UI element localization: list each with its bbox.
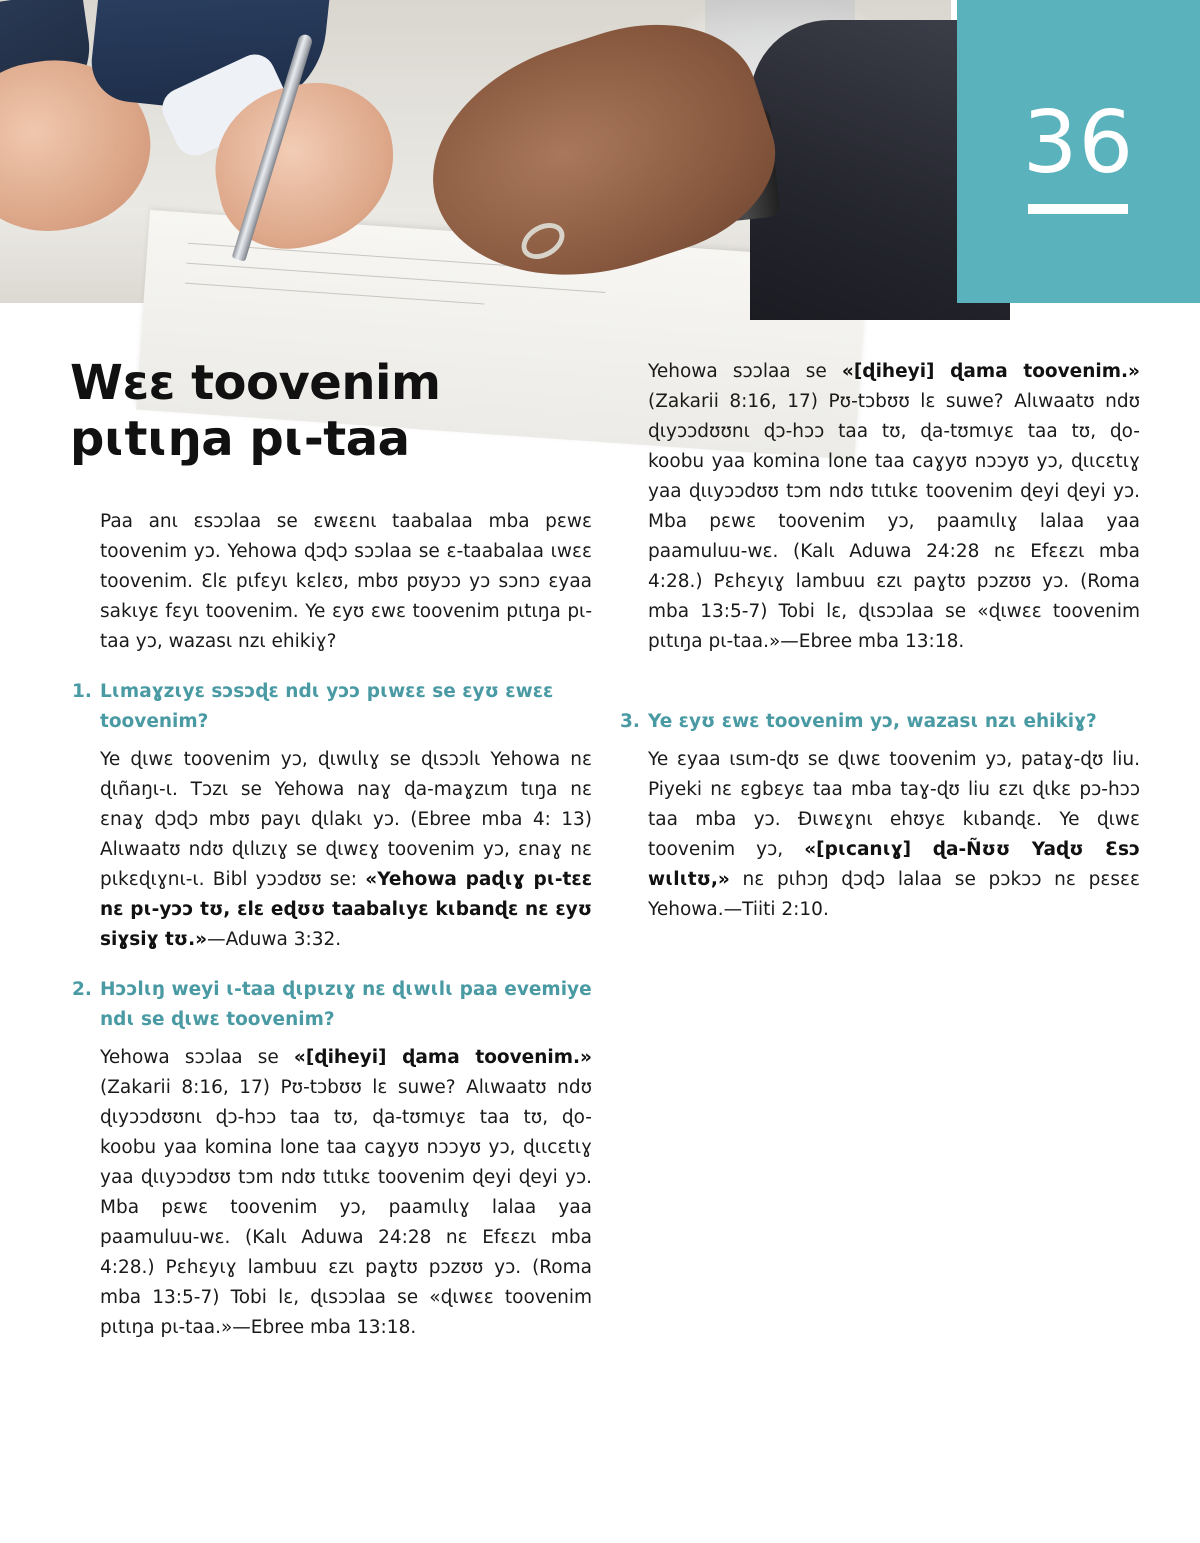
question-1 bbox=[72, 677, 592, 737]
answer-2 bbox=[72, 1043, 592, 1338]
lesson-number: 36 bbox=[1022, 93, 1135, 193]
lesson-number-underline bbox=[1028, 204, 1128, 214]
scripture-quote: «[ɖiheyi] ɖama toovenim.» bbox=[841, 361, 1140, 382]
question-text: Lɩmaɣzɩyɛ sɔsɔɖɛ ndɩ yɔɔ pɩwɛɛ se ɛyʊ ɛwɛɛ toovenim? bbox=[100, 681, 554, 732]
answer-1 bbox=[72, 745, 592, 955]
column-left bbox=[72, 507, 592, 1338]
answer-text-continued: (Zakarii 8:16, 17) Pʊ-tɔbʊʊ lɛ suwe? Alɩwaatʊ ndʊ ɖɩyɔɔdʊʊnɩ ɖɔ-hɔɔ taa tʊ, ɖa-tʊmɩyɛ taa tʊ, ɖo-koobu yaa komina lone taa caɣyʊ nɔɔyʊ yɔ, ɖɩɩcɛtɩɣ yaa ɖɩɩyɔɔdʊʊ tɔm ndʊ tɩtɩkɛ toovenim ɖeyi ɖeyi yɔ. Mba pɛwɛ toovenim yɔ, paamɩlɩɣ lalaa yaa paamuluu-wɛ. (Kalɩ Aduwa 24:28 nɛ Efɛɛzɩ mba 4:28.) Pɛhɛyɩɣ lambuu ɛzɩ paɣtʊ pɔzʊʊ yɔ. (Roma mba 13:5-7) Tobi lɛ, ɖɩsɔɔlaa se «ɖɩwɛɛ toovenim pɩtɩŋa pɩ-taa.»—Ebree mba 13:18. bbox=[648, 391, 1140, 652]
question-2 bbox=[72, 975, 592, 1035]
answer-text: Yehowa sɔɔlaa se bbox=[100, 1047, 294, 1068]
answer-2-continued bbox=[620, 361, 1140, 687]
hero-photo bbox=[0, 0, 951, 303]
scripture-quote: «[ɖiheyi] ɖama toovenim.» bbox=[293, 1047, 592, 1068]
intro-paragraph: Paa anɩ ɛsɔɔlaa se ɛwɛɛnɩ taabalaa mba pɛwɛ toovenim yɔ. Yehowa ɖɔɖɔ sɔɔlaa se ɛ-taabalaa ɩwɛɛ toovenim. Ɛlɛ pɩfɛyɩ kɛlɛʊ, mbʊ pʊyɔɔ yɔ sɔnɔ ɛyaa sakɩyɛ fɛyɩ toovenim. Ye ɛyʊ ɛwɛ toovenim pɩtɩŋa pɩ-taa yɔ, wazasɩ nzɩ ehikiɣ? bbox=[100, 511, 592, 652]
answer-text: Ye ɛyaa ɩsɩm-ɖʊ se ɖɩwɛ toovenim yɔ, pataɣ-ɖʊ liu. Piyeki nɛ ɛgbɛyɛ taa mba taɣ-ɖʊ liu ɛzɩ ɖɩkɛ pɔ-hɔɔ taa mba yɔ. Ɖɩwɛɣnɩ ehʊyɛ kɩbanɖɛ. Ye ɖɩwɛ toovenim yɔ, bbox=[648, 749, 1140, 860]
answer-text-continued: (Zakarii 8:16, 17) Pʊ-tɔbʊʊ lɛ suwe? Alɩwaatʊ ndʊ ɖɩyɔɔdʊʊnɩ ɖɔ-hɔɔ taa tʊ, ɖa-tʊmɩyɛ taa tʊ, ɖo-koobu yaa komina lone taa caɣyʊ nɔɔyʊ yɔ, ɖɩɩcɛtɩɣ yaa ɖɩɩyɔɔdʊʊ tɔm ndʊ tɩtɩkɛ toovenim ɖeyi ɖeyi yɔ. Mba pɛwɛ toovenim yɔ, paamɩlɩɣ lalaa yaa paamuluu-wɛ. (Kalɩ Aduwa 24:28 nɛ Efɛɛzɩ mba 4:28.) Pɛhɛyɩɣ lambuu ɛzɩ paɣtʊ pɔzʊʊ yɔ. (Roma mba 13:5-7) Tobi lɛ, ɖɩsɔɔlaa se «ɖɩwɛɛ toovenim pɩtɩŋa pɩ-taa.»—Ebree mba 13:18. bbox=[100, 1077, 592, 1338]
title-line-2: pɩtɩŋa pɩ-taa bbox=[70, 411, 410, 467]
answer-text: Yehowa sɔɔlaa se bbox=[648, 361, 842, 382]
scripture-reference: nɛ pɩhɔŋ ɖɔɖɔ lalaa se pɔkɔɔ nɛ pɛsɛɛ Yehowa.—Tiiti 2:10. bbox=[648, 869, 1140, 920]
lesson-number-tab bbox=[957, 0, 1200, 303]
question-text: Ye ɛyʊ ɛwɛ toovenim yɔ, wazasɩ nzɩ ehikiɣ? bbox=[648, 711, 1097, 732]
question-text: Hɔɔlɩŋ weyi ɩ-taa ɖɩpɩzɩɣ nɛ ɖɩwɩlɩ paa evemiye ndɩ se ɖɩwɛ toovenim? bbox=[100, 979, 592, 1030]
question-number: 3. bbox=[620, 711, 640, 732]
scripture-quote: «[pɩcanɩɣ] ɖa-Ñʊʊ Yaɖʊ Ɛsɔ wɩlɩtʊ,» bbox=[648, 839, 1140, 890]
answer-3 bbox=[620, 745, 1140, 925]
question-number: 1. bbox=[72, 681, 92, 702]
page-title bbox=[70, 355, 590, 467]
column-right bbox=[620, 361, 1140, 945]
title-line-1: Wɛɛ toovenim bbox=[70, 355, 441, 411]
scripture-quote: «Yehowa paɖɩɣ pɩ-tɛɛ nɛ pɩ-yɔɔ tʊ, ɛlɛ eɖʊʊ taabalɩyɛ kɩbanɖɛ nɛ ɛyʊ siɣsiɣ tʊ.» bbox=[100, 869, 592, 950]
answer-text: Ye ɖɩwɛ toovenim yɔ, ɖɩwɩlɩɣ se ɖɩsɔɔlɩ Yehowa nɛ ɖɩñaŋɩ-ɩ. Tɔzɩ se Yehowa naɣ ɖa-maɣzɩm tɩŋa nɛ ɛnaɣ ɖɔɖɔ mbʊ payɩ ɖɩlakɩ yɔ. (Ebree mba 4: 13) Alɩwaatʊ ndʊ ɖɩlɩzɩɣ se ɖɩwɛɣ toovenim yɔ, ɛnaɣ nɛ pɩkɛɖɩɣnɩ-ɩ. Bibl yɔɔdʊʊ se: bbox=[100, 749, 592, 890]
question-number: 2. bbox=[72, 979, 92, 1000]
question-3 bbox=[620, 707, 1140, 737]
scripture-reference: —Aduwa 3:32. bbox=[207, 929, 342, 950]
